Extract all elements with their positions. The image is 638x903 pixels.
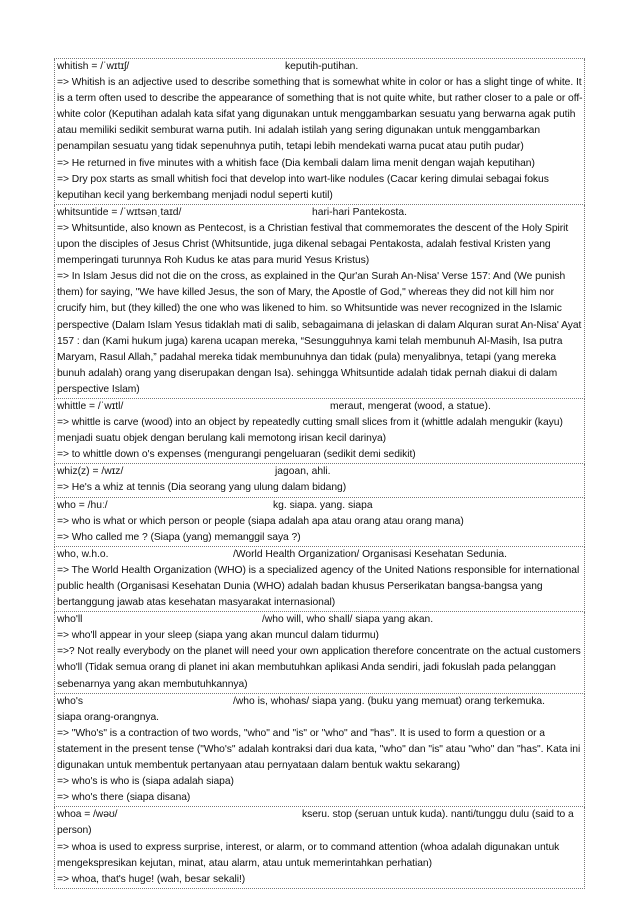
entry-header (57, 547, 583, 563)
entry-line: => Dry pox starts as small whitish foci that develop into wart-like nodules (Cacar kering dimulai sebagai fokus keputihan kecil yang berkembang menjadi nodul seperti kutil) (57, 173, 552, 201)
entry-line: => who is what or which person or people (siapa adalah apa atau orang atau orang mana) (57, 515, 464, 527)
headword: who's (57, 695, 84, 707)
translation: meraut, mengerat (wood, a statue). (330, 400, 491, 412)
translation: keputih-putihan. (285, 61, 359, 72)
translation: kg. siapa. yang. siapa (273, 499, 373, 511)
translation: jagoan, ahli. (275, 466, 331, 478)
entry-line: => who's is who is (siapa adalah siapa) (57, 776, 234, 788)
headword: who'll (57, 614, 83, 626)
dictionary-page (54, 58, 585, 889)
entry-line: => He's a whiz at tennis (Dia seorang yang ulung dalam bidang) (57, 482, 347, 494)
entry-line: => who's there (siapa disana) (57, 792, 191, 804)
translation: /who will, who shall/ siapa yang akan. (262, 614, 434, 626)
entry-line: => "Who's" is a contraction of two words, "who" and "is" or "who" and "has". It is used to form a question or a statement in the present tense ("Who's" adalah kontraksi dari dua kata, "who" dan "is" atau "who" dan "has". Kata ini digunakan untuk membentuk pertanyaan atau pernyataan dalam bentuk waktu sekarang) (57, 727, 584, 772)
entry-line: =>? Not really everybody on the planet will need your own application therefore concentrate on the actual customers who'll (Tidak semua orang di planet ini akan membutuhkan aplikasi Anda sendiri, jadi fokuslah pada pelanggan sebenarnya yang akan membutuhkannya) (57, 646, 584, 690)
entry-line: => who'll appear in your sleep (siapa yang akan muncul dalam tidurmu) (57, 630, 379, 642)
entry-line: => Whitish is an adjective used to describe something that is somewhat white in color or has a slight tinge of white. It is a term often used to describe the appearance of something that is not quite white, but rather closer to a pale or off-white color (Keputihan adalah kata sifat yang digunakan untuk menggambarkan sesuatu yang berwarna agak putih atau memiliki sedikit semburat warna putih. Ini adalah istilah yang sering digunakan untuk menggambarkan penampilan sesuatu yang tidak sepenuhnya putih, tetapi lebih mendekati warna pucat atau putih pudar) (57, 77, 585, 153)
dictionary-entry (54, 694, 585, 808)
dictionary-entry (54, 807, 585, 888)
entry-header (57, 399, 583, 415)
entry-header (57, 59, 583, 75)
entry-header (57, 612, 583, 628)
translation: /who is, whohas/ siapa yang. (buku yang memuat) orang terkemuka. (233, 695, 545, 707)
headword: who, w.h.o. (57, 548, 109, 560)
dictionary-entry (54, 399, 585, 464)
entry-line: => Who called me ? (Siapa (yang) memanggil saya ?) (57, 531, 301, 543)
entry-line: => to whittle down o's expenses (mengurangi pengeluaran (sedikit demi sedikit) (57, 449, 416, 461)
headword: whitsuntide = /ˈwɪtsənˌtaɪd/ (57, 206, 182, 218)
translation: hari-hari Pantekosta. (312, 206, 408, 218)
entry-line: => whittle is carve (wood) into an object by repeatedly cutting small slices from it (whittle adalah mengukir (kayu) menjadi suatu objek dengan berulang kali memotong irisan kecil darinya) (57, 417, 566, 445)
headword: whoa = /wəʊ/ (57, 809, 118, 821)
entry-header (57, 205, 583, 221)
dictionary-entry (54, 59, 585, 205)
translation: /World Health Organization/ Organisasi Kesehatan Sedunia. (233, 548, 507, 560)
dictionary-entry (54, 547, 585, 612)
dictionary-entry (54, 464, 585, 497)
dictionary-entry (54, 205, 585, 399)
entry-line: => He returned in five minutes with a whitish face (Dia kembali dalam lima menit dengan wajah keputihan) (57, 157, 535, 169)
headword: whiz(z) = /wɪz/ (57, 466, 124, 478)
dictionary-entry (54, 612, 585, 693)
entry-line: siapa orang-orangnya. (57, 711, 159, 723)
entry-line: => whoa is used to express surprise, interest, or alarm, or to command attention (whoa adalah digunakan untuk mengekspresikan kejutan, minat, atau alarm, atau untuk memerintahkan perhatian) (57, 841, 563, 869)
translation: kseru. stop (seruan untuk kuda). nanti/tunggu dulu (said to a person) (57, 809, 577, 837)
entry-line: => In Islam Jesus did not die on the cross, as explained in the Qur'an Surah An-Nisa' Verse 157: And (We punish them) for saying, "We have killed Jesus, the son of Mary, the Apostle of God," whereas they did not kill him nor crucify him, but (they killed) the one who was likened to him. so Whitsuntide was never recognized in the Islamic perspective (Dalam Islam Yesus tidaklah mati di salib, sebagaimana di jelaskan di dalam Alquran surat An-Nisa' Ayat 157 : dan (Kami hukum juga) karena ucapan mereka, “Sesungguhnya kami telah membunuh Al-Masih, Isa putra Maryam, Rasul Allah,” padahal mereka tidak membunuhnya dan tidak (pula) menyalibnya, tetapi (yang mereka bunuh adalah) orang yang diserupakan dengan Isa). sehingga Whitsuntide adalah tidak pernah diakui di dalam perspective Islam) (57, 271, 585, 395)
dictionary-entry (54, 498, 585, 547)
headword: whitish = /ˈwɪtɪʃ/ (57, 61, 130, 72)
entry-line: => The World Health Organization (WHO) is a specialized agency of the United Nations responsible for international public health (Organisasi Kesehatan Dunia (WHO) adalah badan khusus Perserikatan bangsa-bangsa yang bertanggung jawab atas kesehatan masyarakat internasional) (57, 564, 583, 609)
headword: whittle = /ˈwɪtl/ (57, 400, 124, 412)
entry-header (57, 498, 583, 514)
entry-header (57, 807, 583, 839)
entry-line: => whoa, that's huge! (wah, besar sekali!) (57, 873, 246, 885)
entry-line: => Whitsuntide, also known as Pentecost, is a Christian festival that commemorates the descent of the Holy Spirit upon the disciples of Jesus Christ (Whitsuntide, juga dikenal sebagai Pentakosta, adalah festival Kristen yang memperingati turunnya Roh Kudus ke atas para murid Yesus Kristus) (57, 222, 571, 267)
headword: who = /huː/ (57, 499, 108, 511)
entry-header (57, 464, 583, 480)
entry-header (57, 694, 583, 710)
